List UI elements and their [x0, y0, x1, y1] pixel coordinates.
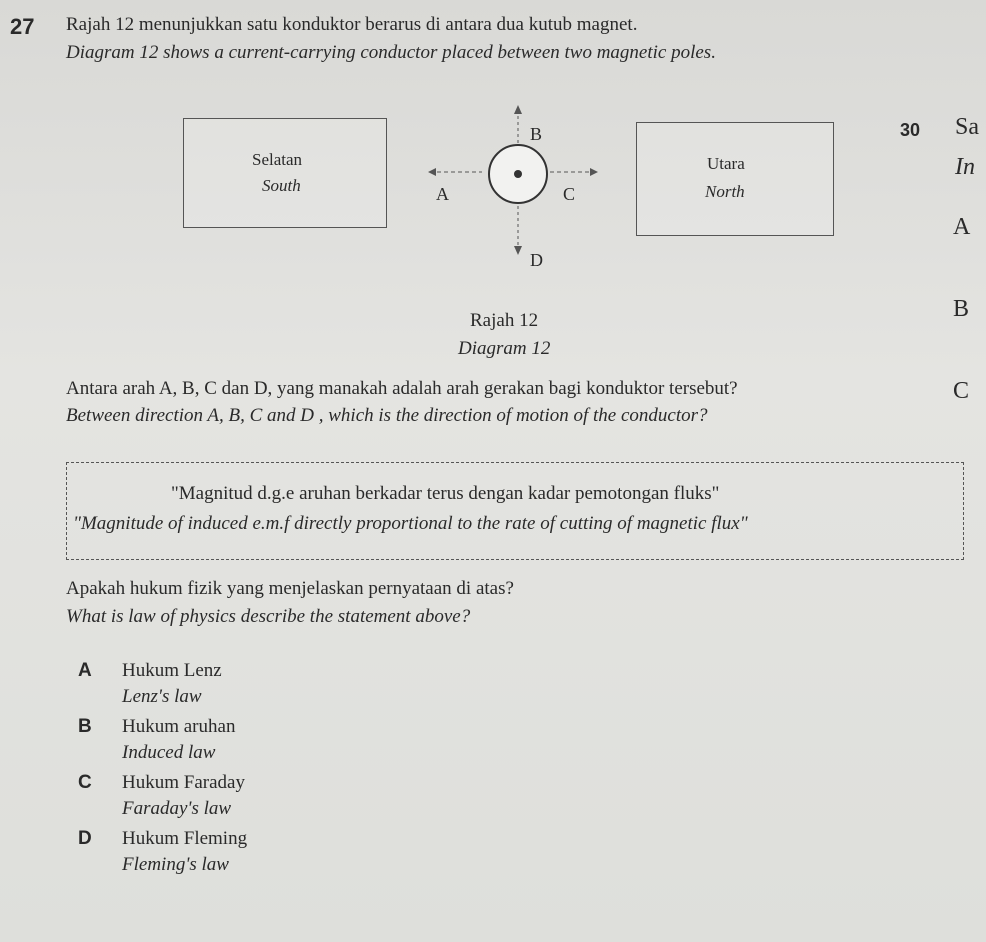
conductor [488, 144, 548, 204]
law-question-en: What is law of physics describe the statement above? [66, 606, 471, 627]
option-a-text-ms: Hukum Lenz [122, 660, 222, 681]
option-b-text-en: Induced law [122, 742, 216, 763]
option-d-text-en: Fleming's law [122, 854, 229, 875]
next-page-option-c: C [953, 378, 970, 404]
next-page-option-b: B [953, 296, 970, 322]
option-b-text-ms: Hukum aruhan [122, 716, 236, 737]
next-page-text-2: In [955, 154, 975, 180]
option-a-letter: A [78, 660, 92, 681]
next-question-number: 30 [900, 120, 921, 140]
direction-d-label: D [530, 250, 543, 270]
statement-box [66, 462, 964, 560]
direction-question-ms: Antara arah A, B, C dan D, yang manakah adalah arah gerakan bagi konduktor tersebut? [66, 378, 738, 399]
option-d-text-ms: Hukum Fleming [122, 828, 248, 849]
option-a-text-en: Lenz's law [122, 686, 202, 707]
direction-a-label: A [436, 184, 449, 204]
question-stem-en: Diagram 12 shows a current-carrying conductor placed between two magnetic poles. [66, 42, 716, 63]
statement-ms: "Magnitud d.g.e aruhan berkadar terus dengan kadar pemotongan fluks" [171, 483, 720, 504]
option-c-text-ms: Hukum Faraday [122, 772, 245, 793]
question-stem-ms: Rajah 12 menunjukkan satu konduktor berarus di antara dua kutub magnet. [66, 14, 638, 35]
south-pole-label-ms: Selatan [252, 150, 303, 169]
direction-question-en: Between direction A, B, C and D , which is the direction of motion of the conductor? [66, 405, 708, 426]
law-question-ms: Apakah hukum fizik yang menjelaskan pernyataan di atas? [66, 578, 514, 599]
option-c-letter: C [78, 772, 92, 793]
next-page-option-a: A [953, 214, 971, 240]
diagram-caption-ms: Rajah 12 [470, 310, 539, 331]
direction-b-label: B [530, 124, 543, 144]
current-out-dot [514, 170, 522, 178]
option-d-letter: D [78, 828, 92, 849]
question-number: 27 [10, 14, 35, 39]
statement-en: "Magnitude of induced e.m.f directly proportional to the rate of cutting of magnetic flux" [73, 513, 748, 534]
diagram-caption-en: Diagram 12 [458, 338, 551, 359]
next-page-text-1: Sa [955, 114, 979, 140]
south-pole-box [183, 118, 387, 228]
south-pole-label-en: South [262, 176, 301, 195]
north-pole-box [636, 122, 834, 236]
direction-c-label: C [563, 184, 576, 204]
north-pole-label-en: North [705, 182, 745, 201]
option-c-text-en: Faraday's law [122, 798, 232, 819]
option-b-letter: B [78, 716, 92, 737]
north-pole-label-ms: Utara [707, 154, 745, 173]
